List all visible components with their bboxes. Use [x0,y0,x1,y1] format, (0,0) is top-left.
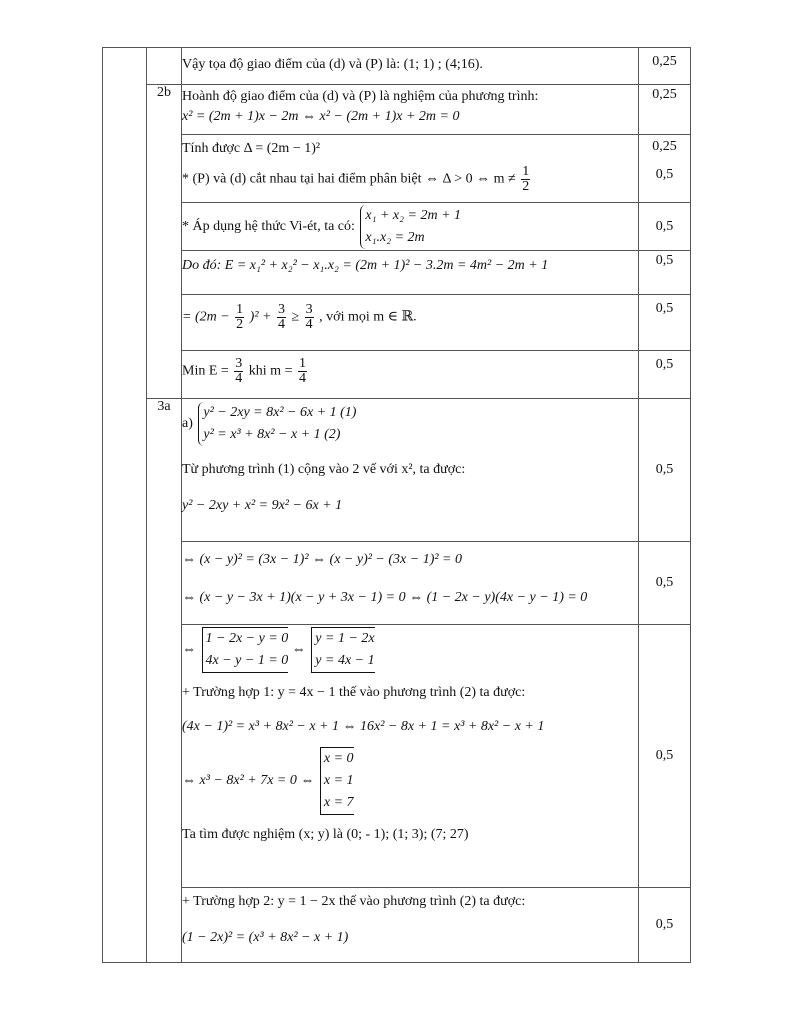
fraction: $\frac{3}{4}$ [277,302,285,332]
score-value: 0,5 [655,748,674,763]
answer-line: * Áp dụng hệ thức Vi-ét, ta có: x₁ + x₂ = 2m + 1 x₁.x₂ = 2m [182,203,638,249]
table-row [103,48,691,85]
score-value: 0,5 [655,917,674,932]
table-row [103,625,691,888]
question-label: 3a [147,399,182,963]
answer-line: a) y² − 2xy = 8x² − 6x + 1 (1) y² = x³ + 8x² − x + 1 (2) [182,399,638,446]
fraction: $\frac{3}{4}$ [305,302,313,332]
table-row [103,888,691,963]
score-value: 0,5 [655,301,674,316]
answer-line: Hoành độ giao điểm của (d) và (P) là nghiệm của phương trình: [182,89,539,104]
equation-system: x₁ + x₂ = 2m + 1 x₁.x₂ = 2m [360,205,461,249]
score-value: 0,25 [652,139,677,154]
answer-line: Từ phương trình (1) cộng vào 2 vế với x², ta được: [182,462,466,477]
score-value: 0,5 [655,253,674,268]
equation-line: ⇔ (x − y)² = (3x − 1)² ⇔ (x − y)² − (3x − 1)² = 0 [182,552,462,567]
score-value: 0,5 [655,167,674,182]
score-value: 0,5 [655,218,674,234]
answer-line: Ta tìm được nghiệm (x; y) là (0; - 1); (1; 3); (7; 27) [182,827,469,842]
score-value: 0,5 [655,575,674,590]
equation-line: (4x − 1)² = x³ + 8x² − x + 1 ⇔ 16x² − 8x + 1 = x³ + 8x² − x + 1 [182,719,545,734]
table-row [103,203,691,251]
table-row [103,251,691,295]
score-value: 0,25 [652,87,677,102]
equation-line: ⇔ (x − y − 3x + 1)(x − y + 3x − 1) = 0 ⇔ (1 − 2x − y)(4x − y − 1) = 0 [182,590,588,605]
equation-line: Min E = $\frac{3}{4}$ khi m = $\frac{1}{4}$ [182,356,306,386]
equation-system: y = 1 − 2x y = 4x − 1 [311,627,374,673]
fraction: $\frac{3}{4}$ [235,356,243,386]
answer-line: * (P) và (d) cắt nhau tại hai điểm phân biệt ⇔ Δ > 0 ⇔ m ≠ $\frac{1}{2}$ [182,164,530,194]
equation-line: (1 − 2x)² = (x³ + 8x² − x + 1) [182,930,349,945]
equation-line: = (2m − $\frac{1}{2}$ )² + $\frac{3}{4}$ ≥ $\frac{3}{4}$ , với mọi m ∈ ℝ. [182,302,417,332]
answer-line: Vậy tọa độ giao điểm của (d) và (P) là: (1; 1) ; (4;16). [182,57,483,72]
fraction: $\frac{1}{2}$ [236,302,244,332]
table-row [103,351,691,399]
equation-line: x² = (2m + 1)x − 2m ⇔ x² − (2m + 1)x + 2m = 0 [182,109,460,124]
equation-line: y² − 2xy + x² = 9x² − 6x + 1 [182,498,343,513]
equation-system: x = 0 x = 1 x = 7 [320,747,354,815]
answer-line: + Trường hợp 2: y = 1 − 2x thế vào phương trình (2) ta được: [182,894,526,909]
equation-system: y² − 2xy = 8x² − 6x + 1 (1) y² = x³ + 8x² − x + 1 (2) [198,402,356,446]
table-row [103,542,691,625]
fraction: $\frac{1}{4}$ [298,356,306,386]
equation-line: ⇔ 1 − 2x − y = 0 4x − y − 1 = 0 ⇔ y = 1 − 2x y = 4x − 1 [182,625,638,673]
equation-system: 1 − 2x − y = 0 4x − y − 1 = 0 [202,627,289,673]
table-row [103,399,691,542]
answer-line: Tính được Δ = (2m − 1)² [182,141,321,156]
table-row [103,295,691,351]
table-row [103,85,691,135]
fraction: $\frac{1}{2}$ [522,164,530,194]
answer-line: + Trường hợp 1: y = 4x − 1 thế vào phương trình (2) ta được: [182,685,526,700]
score-value: 0,5 [655,462,674,477]
question-label: 2b [147,85,182,399]
scoring-table [102,47,691,963]
question-column [103,48,147,963]
equation-line: Do đó: E = x₁² + x₂² − x₁.x₂ = (2m + 1)² − 3.2m = 4m² − 2m + 1 [182,258,549,273]
equation-line: ⇔ x³ − 8x² + 7x = 0 ⇔ x = 0 x = 1 x = 7 [182,747,638,815]
table-row [103,135,691,203]
score-value: 0,25 [652,54,677,69]
score-value: 0,5 [655,357,674,372]
